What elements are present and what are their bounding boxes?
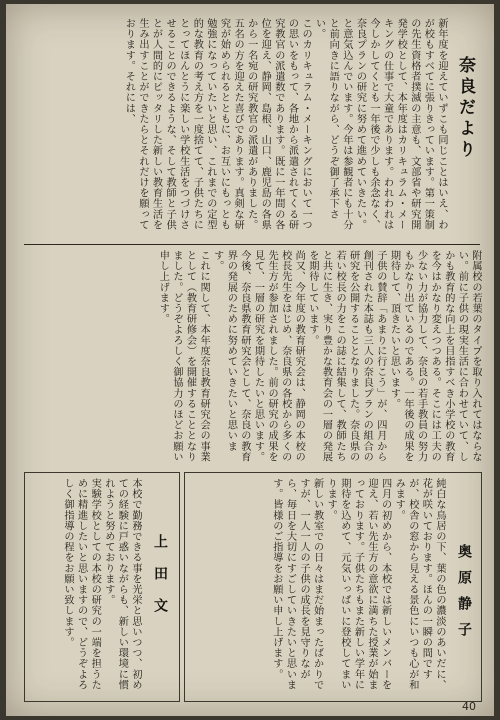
section-body: 新年度を迎えていずこも同じことはいえ、わが校もすべてに張りきっています。第一策制の先生資格者撲滅の主意も、文部省や研究開発学校として、本年度はカリキュラム・メーキングの仕事で大童であります。われわれは今しかしてくとも一年後で少しも余念なく、奈良プランの研究に努めて進めていきたい。と意気込んでいます。今年は参観者にも十分と前向きに語りながら、どうぞ御了承下さい。 このカリキュラム・メーキングにおいて一つの思いをもって、各地から派遣されてくる研究教官の派遣数であります。既に一年間の各位を迎え、静岡、島根、山口、鹿児島の各県から一名宛の研究教官の派遣がありました。五名の方を迎えた喜びであります。真剣な研究が始められるとともに、お互いにもっとも勉強になっていたいと思い、これまでの定型的な教育の考え方を一度捨てて、子供たちにとってほんとうに楽しい学校生活をつづけさせることのできるような、そして教師と子供とが人間的にピッタリした新しい教育生活を生み出すことができたらとそれだけを願っております。それには、	[123, 18, 447, 230]
page-number: 40	[462, 700, 476, 713]
author-body-ueda: 本校で勤務できる事を光栄と思いつつ、初めての経験に戸惑いながらも、新しい環境に慣れようと努めております。 実験学校としての本校の研究の一端を担うために精進したいと思いますので、どうぞよろしく御指導の程をお願い致します。	[62, 478, 141, 690]
author-body-okuhara: 純白な鳥居の下、葉の色の濃淡のあいだに、花が咲いております。ほんの一瞬の間ですが、校舎の窓から見える景色にいつも心が和みます。 四月の初めから、本校では新しいメンバーを迎え、若い先生方の意欲に満ちた授業が始まっております。子供たちもまた新しい学年に期待を込めて、元気いっぱいに登校してまいります。 新しい教室での日々はまだ始まったばかりですが、一人一人の子供の成長を見守りながら、毎日を大切にすごしていきたいと思います。皆様のご指導をお願い申し上げます。	[270, 478, 445, 690]
section-divider	[24, 244, 480, 245]
section-title: 奈良だより	[455, 56, 475, 161]
author-name-ueda: 上田文	[152, 534, 168, 630]
magazine-page	[6, 4, 494, 716]
author-name-okuhara: 奥原静子	[456, 544, 472, 648]
lower-body: 附属校の若葉のタイプを取り入れてはならない。前に子供の現実生活に合わせていて、しかも教育的な向上を目指すべき小学校の教育を今はかなり変えつつある。そこには工夫の少ない力が協力して、奈良の若手教員の努力もかなり出ているのである。一年後の成果を期待して、頂きたいと思います。 子供の賛辞「あまりに行こう」が、四月から創刊された本誌も三人の奈良プランの組合の研究を公開することとなりました。奈良県の若い校長の力をこの誌に結集して、教師たちと共に生き、実り豊かな教育会の一層の発展を期待しています。 尚又、今年度の教育研究会は、静岡の本校の校長先生をはじめ、奈良県の各校から多くの先生方が参加されました。前の研究の成果を見て、一層の研究を期待したいと思います。今後、奈良県教育研究会として、奈良の教育界の発展のために努めていきたいと思います。 これに関して、本年度奈良教育研究会の事業として（教育研修会）を開催することとなりました。どうぞよろしく御協力のほどお願い申し上げます。	[157, 250, 481, 462]
